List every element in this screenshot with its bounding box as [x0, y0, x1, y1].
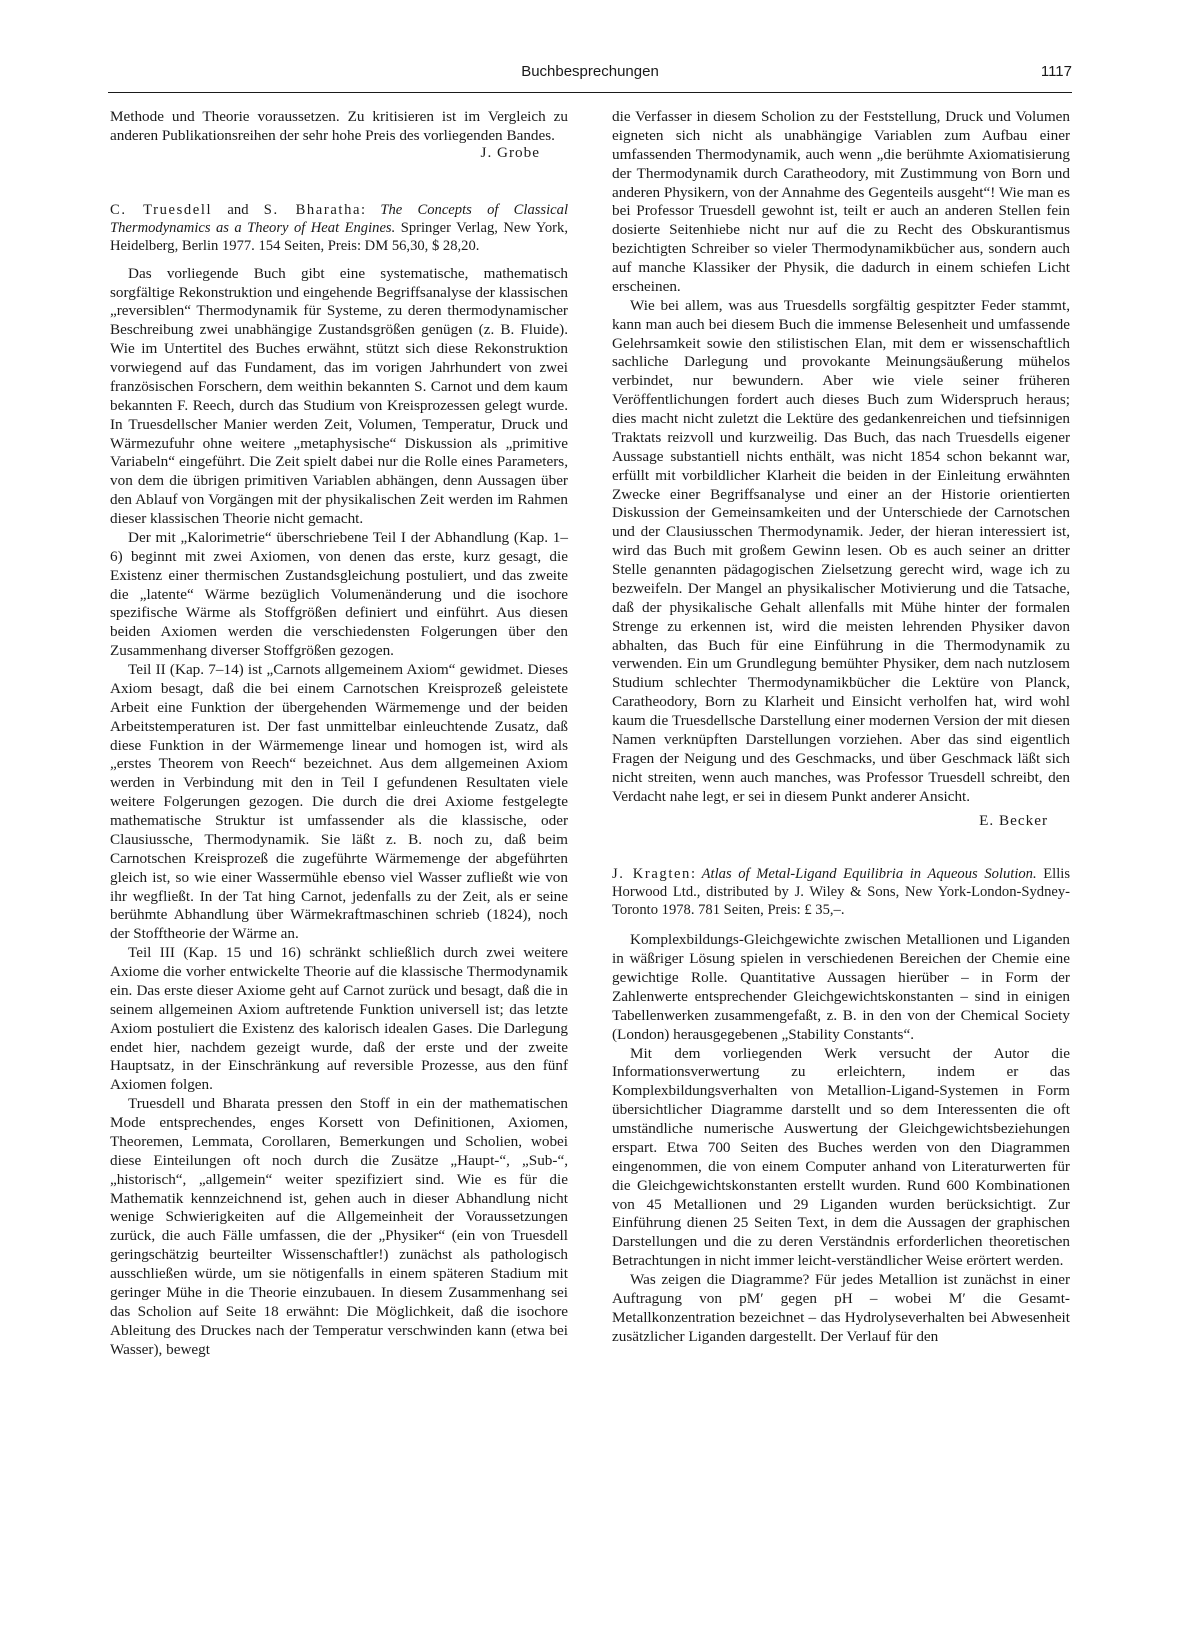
review-paragraph: Das vorliegende Buch gibt eine systematische, mathematisch sorgfältige Rekonstruktion und eingehende Begriffsanalyse der klassischen „reversiblen“ Thermodynamik für Systeme, zu deren thermodynamischer Beschreibung zwei unabhängige Zustandsgrößen genügen (z. B. Fluide). Wie im Untertitel des Buches erwähnt, stützt sich diese Rekonstruktion vorwiegend auf das Fundament, das im vorigen Jahrhundert von zwei französischen Forschern, dem weithin bekannten S. Carnot und dem kaum bekannten F. Reech, durch das Studium von Kreisprozessen gelegt wurde. In Truesdellscher Manier werden Zeit, Volumen, Temperatur, Druck und Wärmezufuhr ohne weitere „metaphysische“ Diskussion als „primitive Variabeln“ eingeführt. Die Zeit spielt dabei nur die Rolle eines Parameters, von dem die übrigen primitiven Variablen abhängen, denn Aussagen über den Ablauf von Vorgängen mit der physikalischen Zeit werden im Rahmen dieser klassischen Theorie nicht gemacht.: [110, 264, 568, 527]
review-paragraph: Teil III (Kap. 15 und 16) schränkt schließlich durch zwei weitere Axiome die vorher entwickelte Theorie auf die klassische Thermodynamik ein. Das erste dieser Axiome geht auf Carnot zurück und besagt, daß die in seinem allgemeinen Axiom auftretende Funktion universell ist; das letzte Axiom postuliert die Existenz des kalorisch idealen Gases. Die Darlegung endet hier, nachdem gezeigt wurde, daß der erste und der zweite Hauptsatz, in der Einschränkung auf reversible Prozesse, aus den fünf Axiomen folgen.: [110, 944, 568, 1094]
reviewer-signature-grobe: J. Grobe: [480, 143, 540, 161]
citation-colon: :: [690, 866, 702, 883]
book-title-truesdell: The Concepts of Classical Thermodynamics as a Theory of Heat Engines.: [110, 201, 568, 236]
left-column: [110, 108, 568, 1359]
review-paragraph: Truesdell und Bharata pressen den Stoff in ein der mathematischen Mode entsprechendes, enges Korsett von Definitionen, Axiomen, Theoremen, Lemmata, Corollaren, Bemerkungen und Scholien, wobei diese Einteilungen oft noch durch die Zusätze „Haupt-“, „Sub-“, „historisch“, „allgemein“ weiter spezifiziert sind. Wie es für die Mathematik kennzeichnend ist, gehen auch in dieser Abhandlung nicht wenige Schwierigkeiten auf die Allgemeinheit der Voraussetzungen zurück, die auch Fälle umfassen, die der „Physiker“ (ein von Truesdell geringschätzig beurteilter Wissenschaftler!) zunächst als pathologisch ausschließen würde, um sie nötigenfalls in einem späteren Stadium mit geringer Mühe in die Theorie einzubauen. In diesem Zusammenhang sei das Scholion auf Seite 18 erwähnt: Die Möglichkeit, daß die isochore Ableitung des Druckes nach der Temperatur verschwinden kann (etwa bei Wasser), bewegt: [110, 1095, 568, 1358]
running-header-title: Buchbesprechungen: [521, 63, 659, 80]
author-truesdell: C. Truesdell: [110, 201, 213, 218]
review-paragraph: Der mit „Kalorimetrie“ überschriebene Teil I der Abhandlung (Kap. 1–6) beginnt mit zwei Axiomen, von denen das erste, kurz gesagt, die Existenz einer thermischen Zustandsgleichung postuliert, und das zweite die „latente“ Wärme bezüglich Volumenänderung und die isochore spezifische Wärme als Stoffgrößen definiert und einführt. Aus diesen beiden Axiomen werden die verschiedensten Folgerungen über den Zusammenhang diverser Stoffgrößen gezogen.: [110, 528, 568, 660]
citation-colon: :: [361, 201, 381, 218]
review-paragraph: Wie bei allem, was aus Truesdells sorgfältig gespitzter Feder stammt, kann man auch bei diesem Buch die immense Belesenheit und umfassende Gelehrsamkeit sowie den stilistischen Elan, mit dem er wissenschaftlich sachliche Darlegung und provokante Meinungsäußerung mühelos verbindet, nur bewundern. Aber wie viele seiner früheren Veröffentlichungen fordert auch dieses Buch zum Widerspruch heraus; dies macht nicht zuletzt die Lektüre des gedankenreichen und tiefsinnigen Traktats reizvoll und kurzweilig. Das Buch, das nach Truesdells eigener Aussage substantiell nichts enthält, was nicht 1854 schon bekannt war, erfüllt mit vorbildlicher Klarheit die beiden in der Einleitung erwähnten Zwecke einer Begriffsanalyse und einer an der Historie orientierten Diskussion der Gemeinsamkeiten und der Unterschiede der Carnotschen und der Clausiusschen Thermodynamik. Jeder, der hieran interessiert ist, wird das Buch mit großem Gewinn lesen. Ob es auch seiner an dritter Stelle genannten pädagogischen Zielsetzung gerecht wird, wage ich zu bezweifeln. Der Mangel an physikalischer Motivierung und die Tatsache, daß der physikalische Gehalt allenfalls mit Mühe hinter der formalen Strenge zu erkennen ist, wird die meisten lehrenden Physiker davon abhalten, das Buch für eine Einführung in die Thermodynamik zu verwenden. Ein um Grundlegung bemühter Physiker, dem nach nutzlosem Studium schlechter Thermodynamikbücher die Lektüre von Planck, Caratheodory, Born zu Klarheit und Einsicht verholfen hat, wird wohl kaum die Truesdellsche Darstellung einer modernen Version der mit diesen Namen verknüpften Darstellungen vorziehen. Aber das sind eigentlich Fragen der Neigung und des Geschmacks, und über Geschmack läßt sich nicht streiten, wenn auch manches, was Professor Truesdell schreibt, den Verdacht nahe legt, er sei in diesem Punkt anderer Ansicht.: [612, 296, 1070, 805]
review-citation-kragten: [612, 865, 1070, 919]
publication-info-kragten: Ellis Horwood Ltd., distributed by J. Wiley & Sons, New York-London-Sydney-Toronto 1978. 781 Seiten, Preis: £ 35,–.: [612, 866, 1071, 919]
review-paragraph: Komplexbildungs-Gleichgewichte zwischen Metallionen und Liganden in wäßriger Lösung spielen in verschiedenen Bereichen der Chemie eine gewichtige Rolle. Quantitative Aussagen hierüber – in Form der Zahlenwerte entsprechender Gleichgewichtskonstanten – sind in einigen Tabellenwerken zusammengefaßt, z. B. in den von der Chemical Society (London) herausgegebenen „Stability Constants“.: [612, 931, 1070, 1043]
review-paragraph: die Verfasser in diesem Scholion zu der Feststellung, Druck und Volumen eigneten sich nicht als unabhängige Variablen zum Aufbau einer umfassenden Thermodynamik, auch wenn „die berühmte Axiomatisierung der Thermodynamik durch Caratheodory, mit Zustimmung von Born und anderen Physikern, von der Annahme des Gegenteils ausgeht“! Wie man es bei Professor Truesdell gewohnt ist, teilt er auch an anderen Stellen fein dosierte Seitenhiebe nicht nur auf die zu Recht des Obskurantismus bezichtigten Schreiber so vieler Thermodynamikbücher aus, sondern auch auf manche Klassiker der Physik, die dadurch in einem schiefen Licht erscheinen.: [612, 108, 1070, 295]
review-continuation: Methode und Theorie voraussetzen. Zu kritisieren ist im Vergleich zu anderen Publikationsreihen der sehr hohe Preis des vorliegenden Bandes.: [110, 108, 568, 144]
publication-info-truesdell: Springer Verlag, New York, Heidelberg, Berlin 1977. 154 Seiten, Preis: DM 56,30, $ 28,20.: [110, 219, 568, 254]
review-citation-truesdell: [110, 201, 568, 255]
review-paragraph: Teil II (Kap. 7–14) ist „Carnots allgemeinem Axiom“ gewidmet. Dieses Axiom besagt, daß die bei einem Carnotschen Kreisprozeß geleistete Arbeit eine Funktion der übergehenden Wärmemenge und der beiden Arbeitstemperaturen ist. Der fast unmittelbar einleuchtende Zusatz, daß diese Funktion in der Wärmemenge linear und homogen ist, wird als „erstes Theorem von Reech“ bezeichnet. Aus dem allgemeinen Axiom werden in Verbindung mit den in Teil I gefundenen Resultaten viele weitere Folgerungen gezogen. Die durch die drei Axiome festgelegte mathematische Struktur ist umfassender als die klassische, oder Clausiussche, Thermodynamik. Sie läßt z. B. noch zu, daß beim Carnotschen Kreisprozeß die zugeführte Wärmemenge der abgeführten gleich ist, so wie einer Wassermühle ebenso viel Wasser zufließt wie von ihr wegfließt. In der Tat hing Carnot, jedenfalls zu der Zeit, als er seine berühmte Abhandlung über Wärmekraftmaschinen schrieb (1824), noch der Stofftheorie der Wärme an.: [110, 661, 568, 943]
reviewer-signature-becker: E. Becker: [979, 812, 1048, 830]
review-paragraph: Was zeigen die Diagramme? Für jedes Metallion ist zunächst in einer Auftragung von pM′ gegen pH – wobei M′ die Gesamt-Metallkonzentration bezeichnet – das Hydrolyseverhalten bei Abwesenheit zusätzlicher Liganden dargestellt. Der Verlauf für den: [612, 1271, 1070, 1345]
author-bharatha: S. Bharatha: [263, 201, 362, 218]
running-header: [108, 58, 1072, 93]
author-kragten: J. Kragten: [612, 866, 691, 883]
page-number: 1117: [1040, 63, 1072, 80]
review-paragraph: Mit dem vorliegenden Werk versucht der Autor die Informationsverwertung zu erleichtern, indem er das Komplexbildungsverhalten von Metallion-Ligand-Systemen in Form übersichtlicher Diagramme darstellt und so dem Interessenten die oft umständliche numerische Auswertung der Gleichgewichtsbeziehungen erspart. Etwa 700 Seiten des Buches werden von den Diagrammen eingenommen, die von einem Computer anhand von Literaturwerten für die Gleichgewichtskonstanten erstellt wurden. Rund 600 Kombinationen von 45 Metallionen und 29 Liganden wurden berücksichtigt. Zur Einführung dienen 25 Seiten Text, in dem die Aussagen der graphischen Darstellungen und die zu deren Verständnis erforderlichen theoretischen Betrachtungen in nicht immer leicht-verständlicher Weise erörtert werden.: [612, 1044, 1070, 1270]
author-conjunction: and: [212, 201, 264, 218]
right-column: [612, 108, 1070, 1347]
book-title-kragten: Atlas of Metal-Ligand Equilibria in Aqueous Solution.: [701, 866, 1037, 883]
